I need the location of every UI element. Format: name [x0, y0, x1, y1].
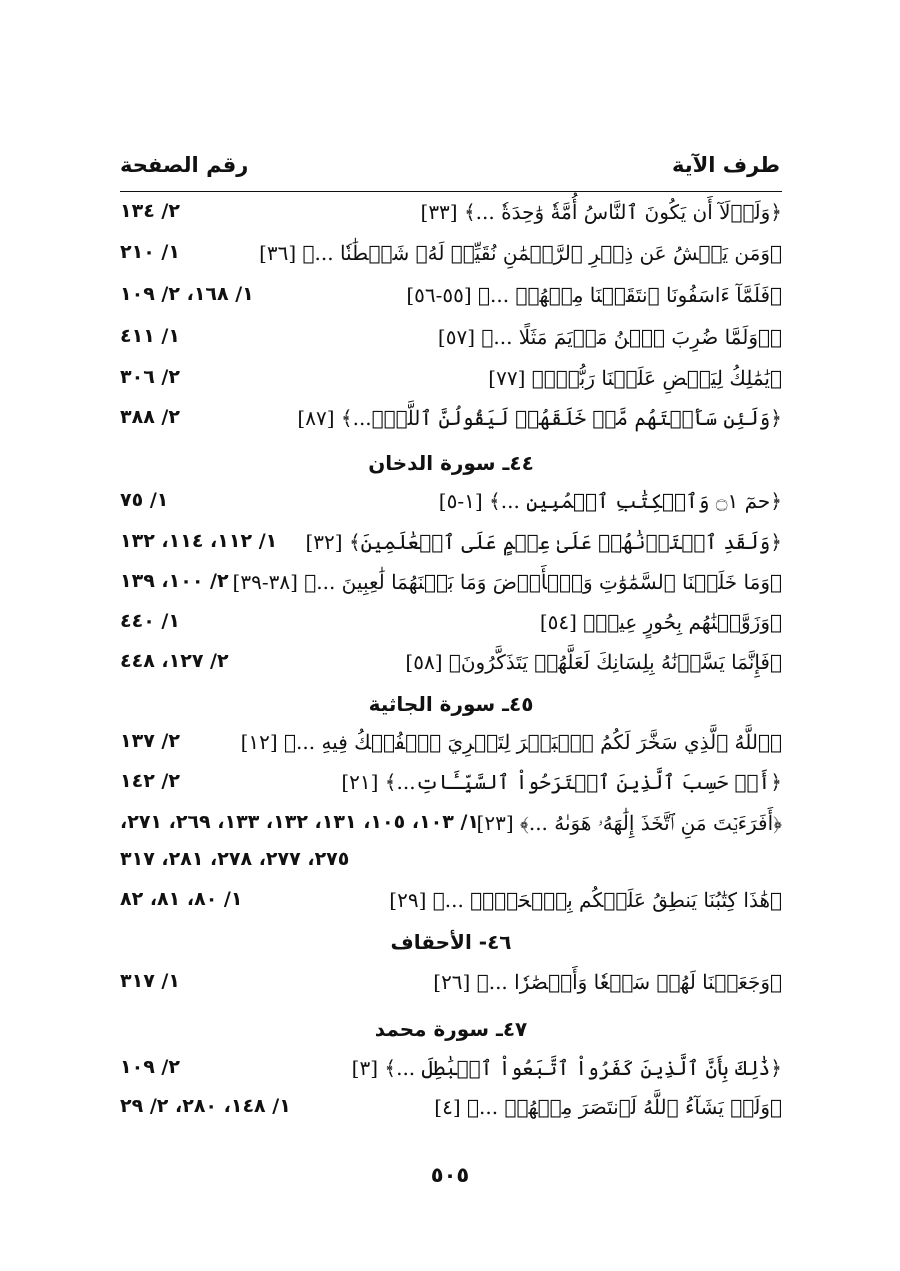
verse-text: ﴿ٱللَّهُ ٱلَّذِي سَخَّرَ لَكُمُ ٱلۡبَحۡرَ لِتَجۡرِيَ ٱلۡفُلۡكُ فِيهِ ...﴾ [١٢]	[240, 730, 782, 754]
verse-text: ﴿۞وَلَمَّا ضُرِبَ ٱبۡنُ مَرۡيَمَ مَثَلًا ...﴾ [٥٧]	[437, 325, 782, 349]
section-heading: ٤٦- الأحقاف	[390, 930, 512, 954]
header-divider	[120, 191, 782, 192]
page-refs: ٢/ ١٣٧	[120, 730, 180, 752]
page-refs: ١/ ١٠٣، ١٠٥، ١٣١، ١٣٢، ١٣٣، ٢٦٩، ٢٧١،	[120, 811, 480, 833]
page-refs: ١/ ١٤٨، ٢٨٠، ٢/ ٢٩	[120, 1095, 291, 1117]
page-refs: ١/ ٨٠، ٨١، ٨٢	[120, 888, 243, 910]
index-row	[120, 570, 782, 606]
verse-column-header: طرف الآية	[671, 153, 780, 177]
page-refs-continued: ٢٧٥، ٢٧٧، ٢٧٨، ٢٨١، ٣١٧	[120, 848, 350, 870]
page-refs: ١/ ١٦٨، ٢/ ١٠٩	[120, 283, 254, 305]
page-refs: ٢/ ٣٠٦	[120, 366, 180, 388]
page-refs: ١/ ٢١٠	[120, 241, 180, 263]
index-row	[120, 530, 782, 566]
index-row	[120, 283, 782, 319]
verse-text: ﴿وَجَعَلۡنَا لَهُمۡ سَمۡعٗا وَأَبۡصَٰرٗا ...﴾ [٢٦]	[433, 970, 782, 994]
verse-text: ﴿وَلَوۡلَآ أَن يَكُونَ ٱلنَّاسُ أُمَّةٗ وَٰحِدَةٗ ...﴾ [٣٣]	[420, 200, 782, 224]
page-refs: ٢/ ١٠٠، ١٣٩	[120, 570, 229, 592]
page-refs: ١/ ١١٢، ١١٤، ١٣٢	[120, 530, 278, 552]
page-number: ٥٠٥	[430, 1163, 470, 1187]
page-refs: ١/ ٤٤٠	[120, 610, 180, 632]
index-row	[120, 970, 782, 1006]
verse-text: ﴿أَفَرَءَيۡتَ مَنِ ٱتَّخَذَ إِلَٰهَهُۥ هَوَىٰهُ ...﴾ [٢٣]	[476, 811, 782, 835]
page-refs: ٢/ ١٠٩	[120, 1056, 180, 1078]
index-row	[120, 730, 782, 766]
index-row	[120, 489, 782, 525]
section-heading: ٤٧ـ سورة محمد	[374, 1017, 528, 1041]
section-heading: ٤٥ـ سورة الجاثية	[368, 692, 534, 716]
index-row	[120, 610, 782, 646]
verse-text: ﴿هَٰذَا كِتَٰبُنَا يَنطِقُ عَلَيۡكُم بِٱلۡحَقِّۚ ...﴾ [٢٩]	[389, 888, 782, 912]
verse-text: ﴿فَلَمَّآ ءَاسَفُونَا ٱنتَقَمۡنَا مِنۡهُمۡ ...﴾ [٥٥-٥٦]	[406, 283, 782, 307]
verse-text: ﴿وَلَقَدِ ٱخۡتَرۡنَٰهُمۡ عَلَىٰ عِلۡمٍ عَلَى ٱلۡعَٰلَمِينَ﴾ [٣٢]	[305, 530, 782, 554]
page-refs: ٢/ ٣٨٨	[120, 406, 180, 428]
index-row	[120, 888, 782, 924]
index-row	[120, 241, 782, 277]
page-refs: ١/ ٣١٧	[120, 970, 180, 992]
page-column-header: رقم الصفحة	[120, 153, 249, 177]
index-row	[120, 650, 782, 686]
index-row	[120, 325, 782, 361]
verse-text: ﴿وَلَئِن سَأَلۡتَهُم مَّنۡ خَلَقَهُمۡ لَيَقُولُنَّ ٱللَّهُۖ...﴾ [٨٧]	[297, 406, 782, 430]
index-row	[120, 811, 782, 847]
verse-text: ﴿وَلَوۡ يَشَآءُ ٱللَّهُ لَٱنتَصَرَ مِنۡهُمۡ ...﴾ [٤]	[434, 1095, 782, 1119]
page-refs: ٢/ ١٣٤	[120, 200, 180, 222]
verse-text: ﴿وَزَوَّجۡنَٰهُم بِحُورٍ عِينٖ﴾ [٥٤]	[539, 610, 782, 634]
index-row	[120, 406, 782, 442]
index-row	[120, 200, 782, 236]
index-row	[120, 1056, 782, 1092]
page-refs: ٢/ ١٤٢	[120, 770, 180, 792]
index-row	[120, 1095, 782, 1131]
verse-text: ﴿فَإِنَّمَا يَسَّرۡنَٰهُ بِلِسَانِكَ لَعَلَّهُمۡ يَتَذَكَّرُونَ﴾ [٥٨]	[405, 650, 782, 674]
section-heading: ٤٤ـ سورة الدخان	[368, 451, 534, 475]
page-refs: ٢/ ١٢٧، ٤٤٨	[120, 650, 229, 672]
index-row	[120, 770, 782, 806]
page-refs: ١/ ٧٥	[120, 489, 169, 511]
verse-text: ﴿وَمَا خَلَقۡنَا ٱلسَّمَٰوَٰتِ وَٱلۡأَرۡضَ وَمَا بَيۡنَهُمَا لَٰعِبِينَ ...﴾ [٣٨-٣٩]	[232, 570, 782, 594]
verse-text: ﴿وَمَن يَعۡشُ عَن ذِكۡرِ ٱلرَّحۡمَٰنِ نُقَيِّضۡ لَهُۥ شَيۡطَٰنٗا ...﴾ [٣٦]	[259, 241, 782, 265]
page-refs: ١/ ٤١١	[120, 325, 180, 347]
verse-text: ﴿حمٓ ۝١ وَٱلۡكِتَٰبِ ٱلۡمُبِينِ ...﴾ [١-٥]	[438, 489, 782, 513]
index-row	[120, 366, 782, 402]
table-header	[120, 153, 780, 189]
verse-text: ﴿أَمۡ حَسِبَ ٱلَّذِينَ ٱجۡتَرَحُواْ ٱلسَّيِّـَٔاتِ...﴾ [٢١]	[341, 770, 782, 794]
verse-text: ﴿ذَٰلِكَ بِأَنَّ ٱلَّذِينَ كَفَرُواْ ٱتَّبَعُواْ ٱلۡبَٰطِلَ ...﴾ [٣]	[351, 1056, 782, 1080]
verse-text: ﴿يَٰمَٰلِكُ لِيَقۡضِ عَلَيۡنَا رَبُّكَۖ﴾ [٧٧]	[488, 366, 782, 390]
